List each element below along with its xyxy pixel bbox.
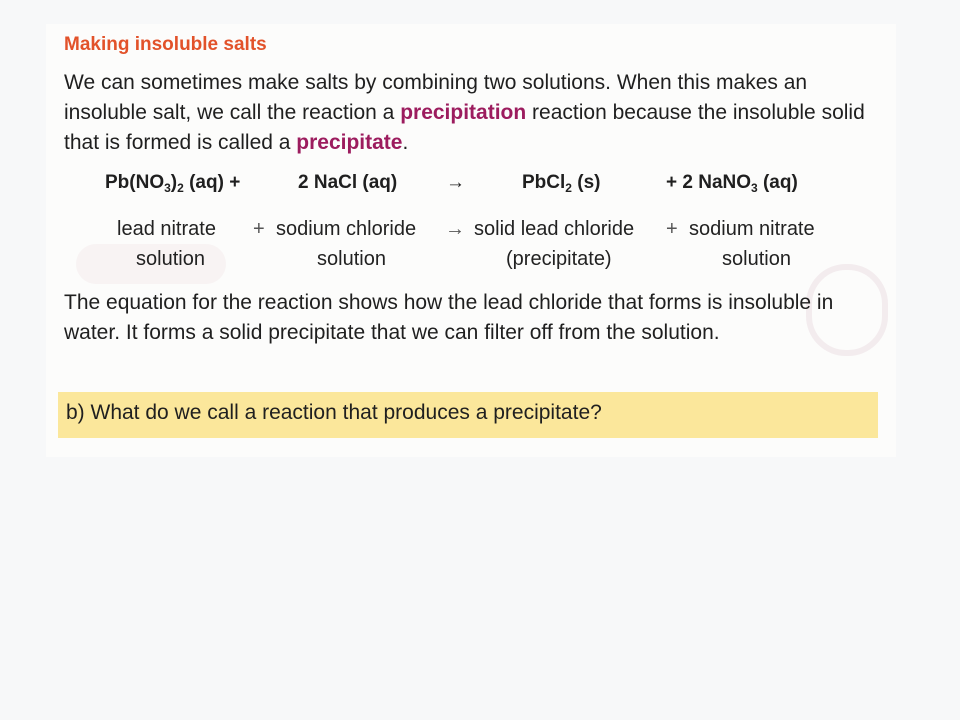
word-plus-2: + (666, 218, 678, 240)
key-term-precipitate: precipitate (296, 131, 403, 154)
explanation-paragraph: The equation for the reaction shows how the lead chloride that forms is insoluble in water. It forms a solid precipitate that we can filter off from the solution. (64, 291, 834, 344)
word-state-3: (precipitate) (506, 248, 612, 270)
question-box (58, 392, 878, 438)
key-term-precipitation: precipitation (400, 101, 527, 124)
word-plus-1: + (253, 218, 265, 240)
intro-text: We can sometimes make salts by combining two solutions. When this makes an insoluble salt, we call the reaction a (64, 71, 808, 124)
section-heading: Making insoluble salts (64, 34, 267, 55)
equation-reactant-2: 2 NaCl (aq) (298, 172, 398, 193)
word-state-4: solution (722, 248, 791, 270)
intro-text: reaction because the insoluble solid that is formed is called a (64, 101, 865, 154)
word-sodium-chloride: sodium chloride (276, 218, 417, 240)
intro-paragraph (64, 68, 876, 158)
word-state-2: solution (317, 248, 386, 270)
equation-arrow: → (446, 172, 465, 193)
word-lead-nitrate: lead nitrate (117, 218, 216, 240)
intro-text: . (402, 131, 409, 154)
word-state-1: solution (136, 248, 205, 270)
question-text: b) What do we call a reaction that produces a precipitate? (66, 401, 602, 424)
equation-reactant-1: $Pb(NO_3)_2$ (aq) + (105, 172, 241, 195)
word-solid-lead-chloride: solid lead chloride (474, 218, 635, 240)
textbook-page-scan (46, 24, 896, 457)
word-sodium-nitrate: sodium nitrate (689, 218, 815, 240)
equation-product-1: PbCl$_2$ (s) (522, 172, 601, 195)
equation-product-2: + 2 NaNO$_3$ (aq) (666, 172, 798, 195)
word-arrow: → (445, 218, 465, 240)
